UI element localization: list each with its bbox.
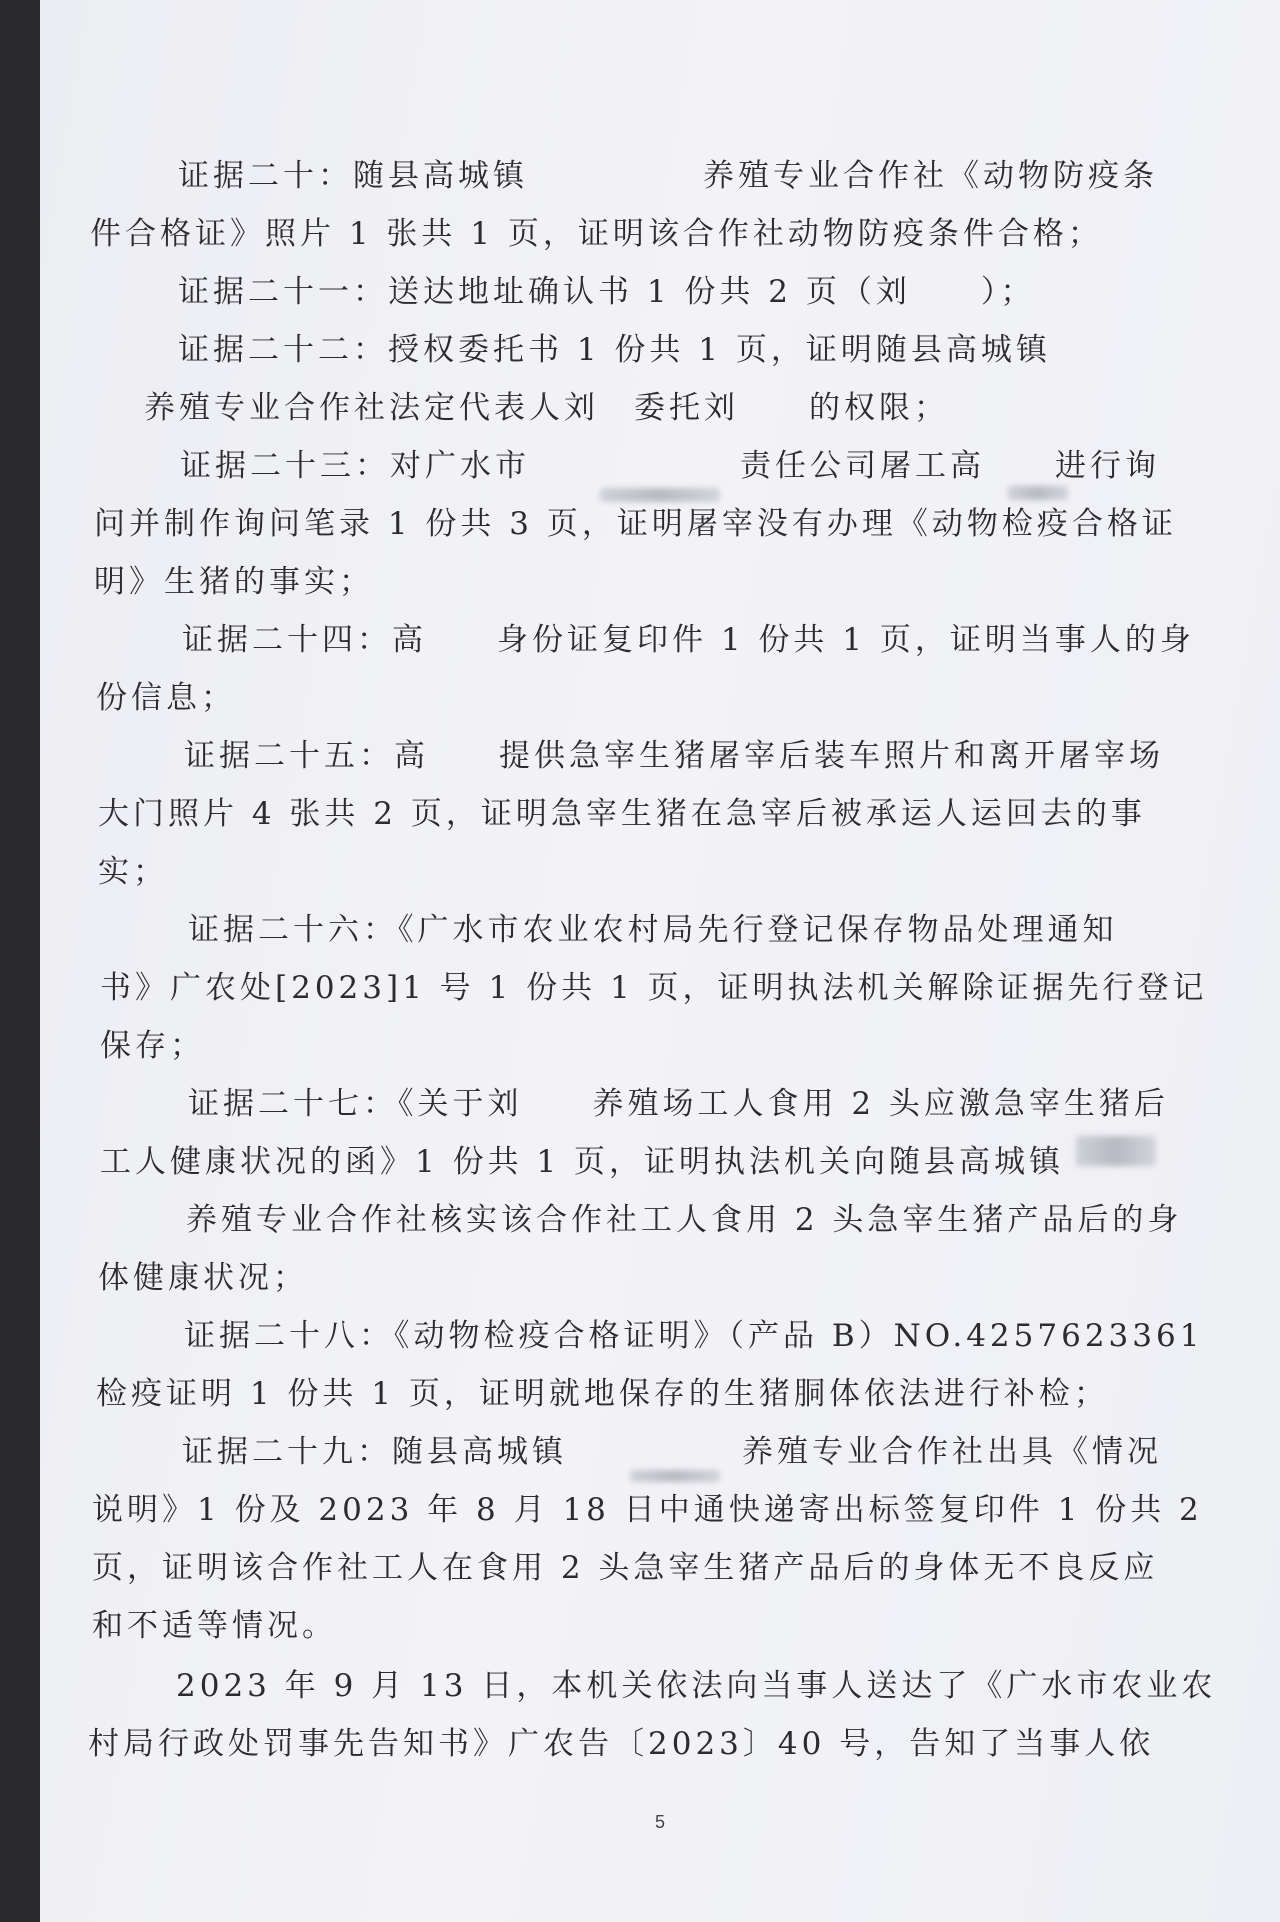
text-line: 养殖专业合作社法定代表人刘 委托刘 的权限； (144, 390, 949, 426)
text-line: 证据二十六：《广水市农业农村局先行登记保存物品处理通知 (188, 912, 1118, 948)
text-line: 说明》1 份及 2023 年 8 月 18 日中通快递寄出标签复印件 1 份共 2 (92, 1492, 1203, 1528)
text-line: 体健康状况； (98, 1260, 308, 1296)
document-page (40, 0, 1280, 1922)
text-line: 养殖专业合作社核实该合作社工人食用 2 头急宰生猪产品后的身 (186, 1202, 1183, 1238)
redaction-mark (1008, 486, 1068, 500)
text-line: 份信息； (96, 680, 236, 716)
text-line: 工人健康状况的函》1 份共 1 页，证明执法机关向随县高城镇 (100, 1144, 1065, 1180)
text-line: 证据二十五：高 提供急宰生猪屠宰后装车照片和离开屠宰场 (184, 738, 1164, 774)
text-line: 证据二十：随县高城镇 养殖专业合作社《动物防疫条 (178, 158, 1158, 194)
text-line: 页，证明该合作社工人在食用 2 头急宰生猪产品后的身体无不良反应 (92, 1550, 1159, 1586)
text-line: 问并制作询问笔录 1 份共 3 页，证明屠宰没有办理《动物检疫合格证 (94, 506, 1177, 542)
text-line: 实； (98, 854, 168, 890)
redaction-mark (600, 488, 720, 502)
text-line: 和不适等情况。 (92, 1608, 337, 1644)
text-line: 村局行政处罚事先告知书》广农告〔2023〕40 号，告知了当事人依 (88, 1726, 1155, 1762)
text-line: 大门照片 4 张共 2 页，证明急宰生猪在急宰后被承运人运回去的事 (98, 796, 1146, 832)
text-line: 件合格证》照片 1 张共 1 页，证明该合作社动物防疫条件合格； (90, 216, 1103, 252)
text-line: 证据二十二：授权委托书 1 份共 1 页，证明随县高城镇 (178, 332, 1051, 368)
text-line: 证据二十一：送达地址确认书 1 份共 2 页（刘 ）； (178, 274, 1036, 310)
redaction-mark (630, 1470, 720, 1482)
text-line: 书》广农处[2023]1 号 1 份共 1 页，证明执法机关解除证据先行登记 (100, 970, 1208, 1006)
page-number: 5 (654, 1812, 665, 1832)
text-line: 证据二十四：高 身份证复印件 1 份共 1 页，证明当事人的身 (182, 622, 1195, 658)
text-line: 2023 年 9 月 13 日，本机关依法向当事人送达了《广水市农业农 (176, 1668, 1217, 1704)
text-line: 证据二十八：《动物检疫合格证明》（产品 B）NO.4257623361 (184, 1318, 1204, 1354)
text-line: 检疫证明 1 份共 1 页，证明就地保存的生猪胴体依法进行补检； (96, 1376, 1109, 1412)
text-line: 证据二十九：随县高城镇 养殖专业合作社出具《情况 (182, 1434, 1162, 1470)
text-line: 证据二十七：《关于刘 养殖场工人食用 2 头应激急宰生猪后 (188, 1086, 1169, 1122)
redaction-mark (1076, 1136, 1156, 1166)
text-line: 明》生猪的事实； (94, 564, 374, 600)
text-line: 证据二十三：对广水市 责任公司屠工高 进行询 (180, 448, 1160, 484)
text-line: 保存； (100, 1028, 205, 1064)
